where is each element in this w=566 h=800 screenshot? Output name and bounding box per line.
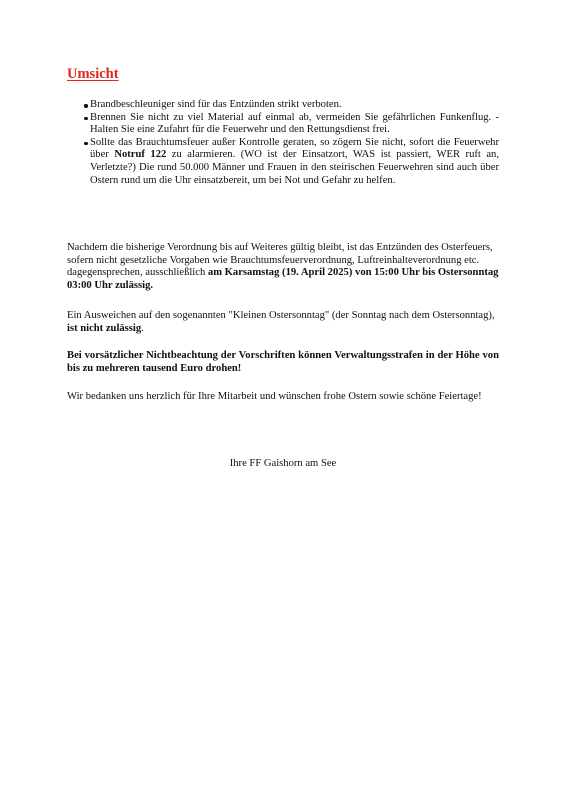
penalty-warning-text: Bei vorsätzlicher Nichtbeachtung der Vorschriften können Verwaltungsstrafen in der Höhe von bis zu mehreren tausend Euro drohen! (67, 350, 499, 374)
list-item (67, 137, 499, 187)
alternative-date-text: Ein Ausweichen auf den sogenannten "Kleinen Ostersonntag" (der Sonntag nach dem Ostersonntag), (67, 310, 495, 321)
section-heading: Umsicht (67, 66, 119, 82)
thanks-paragraph: Wir bedanken uns herzlich für Ihre Mitarbeit und wünschen frohe Ostern sowie schöne Feiertage! (67, 391, 482, 402)
bullet-text-after: zu alarmieren. (WO ist der Einsatzort, WAS ist passiert, WER ruft an, Verletzte?) Die rund 50.000 Männer und Frauen in den steirischen Feuerwehren sind auch über Ostern rund um die Uhr einsatzbereit, um bei Not und Gefahr zu helfen. (90, 149, 499, 186)
bullet-text: Brennen Sie nicht zu viel Material auf einmal ab, vermeiden Sie gefährlichen Funkenflug. - Halten Sie eine Zufahrt für die Feuerwehr und den Rettungsdienst frei. (90, 111, 499, 136)
bullet-text-before: Sollte das Brauchtumsfeuer außer Kontrolle geraten, so zögern Sie nicht, sofort die Feuerwehr über (90, 136, 499, 161)
list-item (67, 99, 499, 112)
alternative-date-end: . (141, 322, 144, 334)
not-allowed-text: ist nicht zulässig (67, 322, 142, 334)
list-item (67, 112, 499, 137)
signature: Ihre FF Gaishorn am See (229, 458, 337, 469)
bullet-text: Brandbeschleuniger sind für das Entzünden strikt verboten. (90, 99, 342, 110)
bullet-icon (84, 104, 88, 108)
alternative-date-paragraph (67, 310, 499, 335)
bullet-icon (84, 142, 88, 146)
regulation-paragraph (67, 242, 499, 292)
regulation-time-window: am Karsamstag (19. April 2025) von 15:00 Uhr bis Ostersonntag 03:00 Uhr zulässig. (67, 267, 499, 291)
penalty-warning-paragraph (67, 350, 499, 375)
bullet-icon (84, 117, 88, 121)
bullet-list (67, 99, 499, 187)
regulation-text: Nachdem die bisherige Verordnung bis auf Weiteres gültig bleibt, ist das Entzünden des Osterfeuers, sofern nicht gesetzliche Vorgaben wie Brauchtumsfeuerverordnung, Luftreinhalteverordnung etc. dagegensprechen, ausschließlich (67, 242, 493, 279)
emergency-number: Notruf 122 (114, 149, 167, 161)
